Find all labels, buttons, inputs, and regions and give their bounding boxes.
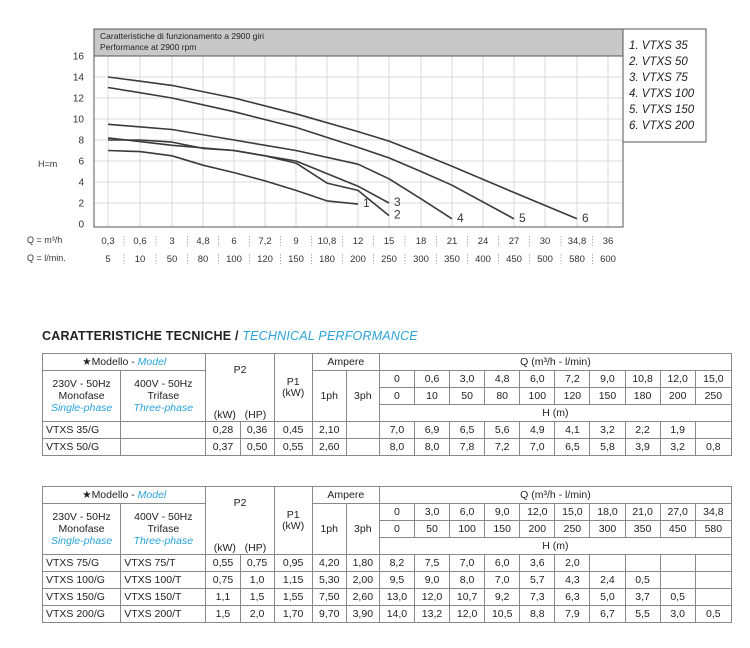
x-tick-label-m3h: 4,8 — [196, 236, 210, 247]
p2-header: P2 — [206, 487, 274, 521]
p2-kw-cell: 0,28 — [206, 422, 240, 439]
q-lmin-cell: 100 — [520, 388, 555, 405]
q-m3h-cell: 15,0 — [695, 371, 731, 388]
p2-hp-cell: 1,5 — [240, 589, 274, 606]
head-cell: 7,8 — [450, 439, 485, 456]
x-tick-label-lmin: 580 — [569, 254, 585, 265]
ampere-3ph-cell — [346, 439, 379, 456]
head-cell: 4,1 — [555, 422, 590, 439]
head-cell: 5,0 — [590, 589, 625, 606]
head-cell: 0,8 — [695, 439, 731, 456]
x-tick-label-lmin: 180 — [319, 254, 335, 265]
x-tick-label-m3h: 9 — [293, 236, 299, 247]
x-tick-label-m3h: 18 — [415, 236, 427, 247]
head-cell: 8,0 — [450, 572, 485, 589]
p2-units — [206, 388, 274, 422]
q-m3h-cell: 0 — [379, 371, 414, 388]
x-tick-label-m3h: 10,8 — [317, 236, 337, 247]
p1-unit: (kW) — [282, 519, 305, 532]
q-m3h-cell: 12,0 — [660, 371, 695, 388]
model-mono-cell: VTXS 200/G — [43, 606, 121, 623]
model-mono-cell: VTXS 100/G — [43, 572, 121, 589]
pump-performance-chart — [0, 0, 750, 300]
mono-voltage: 230V - 50Hz — [52, 378, 111, 390]
ampere-3ph-cell: 3,90 — [346, 606, 379, 623]
model-mono-cell: VTXS 75/G — [43, 555, 121, 572]
x-tick-label-lmin: 400 — [475, 254, 491, 265]
y-axis-label: H=m — [38, 159, 58, 169]
head-cell: 4,3 — [555, 572, 590, 589]
model-label-en: Model — [137, 355, 167, 368]
curve-label: 2 — [394, 207, 401, 222]
q-lmin-cell: 450 — [660, 521, 695, 538]
head-cell: 7,3 — [520, 589, 555, 606]
head-cell: 6,7 — [590, 606, 625, 623]
model-mono-cell: VTXS 35/G — [43, 422, 121, 439]
legend-entry: 6. VTXS 200 — [629, 120, 695, 132]
p2-hp-unit: (HP) — [244, 409, 267, 421]
x-tick-label-m3h: 24 — [477, 236, 489, 247]
x-tick-label-m3h: 7,2 — [258, 236, 272, 247]
q-lmin-cell: 50 — [414, 521, 449, 538]
p2-kw-cell: 1,5 — [206, 606, 240, 623]
tri-header — [121, 504, 206, 555]
q-lmin-cell: 580 — [695, 521, 731, 538]
head-cell: 9,0 — [414, 572, 449, 589]
ampere-3ph-cell: 2,00 — [346, 572, 379, 589]
head-cell: 5,8 — [590, 439, 625, 456]
x-tick-label-lmin: 50 — [166, 254, 178, 265]
ampere-3ph-cell: 1,80 — [346, 555, 379, 572]
ph1-header: 1ph — [312, 504, 346, 555]
single-phase-label: Single-phase — [50, 535, 113, 547]
model-tri-cell — [121, 439, 206, 456]
mono-voltage: 230V - 50Hz — [52, 511, 111, 523]
q-m3h-cell: 27,0 — [660, 504, 695, 521]
x-tick-label-m3h: 15 — [383, 236, 395, 247]
x-tick-label-lmin: 150 — [288, 254, 304, 265]
legend-entry: 3. VTXS 75 — [629, 72, 688, 84]
technical-performance-heading — [42, 329, 418, 343]
ampere-1ph-cell: 9,70 — [312, 606, 346, 623]
three-phase-label: Three-phase — [133, 535, 194, 547]
ampere-1ph-cell: 2,60 — [312, 439, 346, 456]
table-row — [43, 555, 732, 572]
mono-header — [43, 504, 121, 555]
x-tick-label-m3h: 12 — [352, 236, 364, 247]
p2-units — [206, 521, 274, 555]
p1-cell: 0,95 — [274, 555, 312, 572]
head-cell: 3,2 — [590, 422, 625, 439]
head-cell: 8,2 — [379, 555, 414, 572]
tri-header — [121, 371, 206, 422]
x-tick-label-m3h: 36 — [602, 236, 614, 247]
q-m3h-cell: 10,8 — [625, 371, 660, 388]
model-label-en: Model — [137, 488, 167, 501]
mono-header — [43, 371, 121, 422]
head-cell: 1,9 — [660, 422, 695, 439]
tri-label: Trifase — [147, 390, 180, 402]
x-tick-label-lmin: 80 — [197, 254, 209, 265]
p2-header: P2 — [206, 354, 274, 388]
head-cell: 13,0 — [379, 589, 414, 606]
head-cell — [660, 555, 695, 572]
x-tick-label-lmin: 500 — [537, 254, 553, 265]
head-cell: 3,2 — [660, 439, 695, 456]
head-cell: 6,9 — [414, 422, 449, 439]
q-m3h-cell: 7,2 — [555, 371, 590, 388]
p1-cell: 0,55 — [274, 439, 312, 456]
legend-entry: 4. VTXS 100 — [629, 88, 695, 100]
ampere-3ph-cell: 2,60 — [346, 589, 379, 606]
y-tick-label: 2 — [78, 198, 84, 210]
model-mono-cell: VTXS 150/G — [43, 589, 121, 606]
head-cell: 9,5 — [379, 572, 414, 589]
model-tri-cell: VTXS 150/T — [121, 589, 206, 606]
x-tick-label-m3h: 3 — [169, 236, 175, 247]
p2-kw-unit: (kW) — [213, 409, 236, 421]
head-cell: 7,2 — [485, 439, 520, 456]
q-lmin-cell: 10 — [414, 388, 449, 405]
legend-entry: 5. VTXS 150 — [629, 104, 695, 116]
y-tick-label: 8 — [78, 135, 84, 147]
q-lmin-cell: 0 — [379, 388, 414, 405]
q-lmin-cell: 150 — [590, 388, 625, 405]
head-cell: 7,5 — [414, 555, 449, 572]
mono-label: Monofase — [58, 390, 105, 402]
head-cell: 3,0 — [660, 606, 695, 623]
curve-label: 1 — [363, 196, 370, 211]
ampere-1ph-cell: 2,10 — [312, 422, 346, 439]
q-m3h-cell: 34,8 — [695, 504, 731, 521]
p2-kw-cell: 0,37 — [206, 439, 240, 456]
chart-title: Caratteristiche di funzionamento a 2900 giri — [100, 31, 264, 41]
q-m3h-cell: 21,0 — [625, 504, 660, 521]
head-cell: 12,0 — [414, 589, 449, 606]
q-lmin-cell: 50 — [450, 388, 485, 405]
tri-voltage: 400V - 50Hz — [134, 511, 193, 523]
model-tri-cell: VTXS 100/T — [121, 572, 206, 589]
ph3-header: 3ph — [346, 504, 379, 555]
curve-label: 5 — [519, 210, 526, 225]
p2-hp-cell: 0,50 — [240, 439, 274, 456]
p2-kw-cell: 0,55 — [206, 555, 240, 572]
head-cell: 5,6 — [485, 422, 520, 439]
x-axis — [101, 236, 616, 265]
spec-table-three-phase — [42, 486, 732, 623]
head-cell: 2,0 — [555, 555, 590, 572]
table-row — [43, 439, 732, 456]
head-cell: 2,2 — [625, 422, 660, 439]
head-cell: 5,5 — [625, 606, 660, 623]
table-row — [43, 572, 732, 589]
y-tick-label: 12 — [72, 93, 84, 105]
h-header: H (m) — [379, 405, 731, 422]
plot-background — [94, 56, 623, 227]
x-tick-label-lmin: 450 — [506, 254, 522, 265]
model-label: Modello - — [91, 355, 138, 368]
head-cell — [660, 572, 695, 589]
q-header: Q (m³/h - l/min) — [379, 354, 731, 371]
table-row — [43, 589, 732, 606]
q-lmin-cell: 200 — [520, 521, 555, 538]
head-cell: 6,0 — [485, 555, 520, 572]
q-m3h-cell: 9,0 — [590, 371, 625, 388]
head-cell: 9,2 — [485, 589, 520, 606]
ampere-1ph-cell: 4,20 — [312, 555, 346, 572]
q-m3h-cell: 15,0 — [555, 504, 590, 521]
model-header — [43, 487, 206, 504]
head-cell: 10,7 — [450, 589, 485, 606]
head-cell: 0,5 — [695, 606, 731, 623]
p2-hp-cell: 2,0 — [240, 606, 274, 623]
curve-label: 6 — [582, 210, 589, 225]
p1-cell: 1,55 — [274, 589, 312, 606]
head-cell: 7,0 — [379, 422, 414, 439]
p2-hp-cell: 0,75 — [240, 555, 274, 572]
y-tick-label: 0 — [78, 219, 84, 231]
head-cell: 3,7 — [625, 589, 660, 606]
head-cell: 2,4 — [590, 572, 625, 589]
head-cell — [695, 589, 731, 606]
head-cell: 8,8 — [520, 606, 555, 623]
q-m3h-cell: 9,0 — [485, 504, 520, 521]
x-tick-label-m3h: 21 — [446, 236, 458, 247]
q-m3h-cell: 3,0 — [450, 371, 485, 388]
x-tick-label-lmin: 250 — [381, 254, 397, 265]
technical-heading-en: TECHNICAL PERFORMANCE — [242, 329, 418, 343]
p2-hp-unit: (HP) — [244, 542, 267, 554]
q-m3h-cell: 3,0 — [414, 504, 449, 521]
p1-unit: (kW) — [282, 386, 305, 399]
curve-label: 4 — [457, 210, 464, 225]
p1-cell: 0,45 — [274, 422, 312, 439]
head-cell: 8,0 — [379, 439, 414, 456]
q-lmin-cell: 350 — [625, 521, 660, 538]
model-tri-cell: VTXS 75/T — [121, 555, 206, 572]
head-cell: 6,3 — [555, 589, 590, 606]
p2-kw-cell: 0,75 — [206, 572, 240, 589]
head-cell: 5,7 — [520, 572, 555, 589]
p1-header — [274, 354, 312, 422]
q-m3h-cell: 0 — [379, 504, 414, 521]
head-cell: 7,0 — [450, 555, 485, 572]
y-tick-label: 4 — [78, 177, 84, 189]
x-tick-label-lmin: 200 — [350, 254, 366, 265]
head-cell: 7,9 — [555, 606, 590, 623]
technical-heading-it: CARATTERISTICHE TECNICHE / — [42, 329, 243, 343]
q-lmin-cell: 150 — [485, 521, 520, 538]
p1-cell: 1,15 — [274, 572, 312, 589]
x-axis-label-m3h: Q = m³/h — [27, 235, 63, 245]
x-tick-label-lmin: 10 — [134, 254, 146, 265]
star-icon: ★ — [82, 355, 92, 368]
x-tick-label-lmin: 350 — [444, 254, 460, 265]
ampere-header: Ampere — [312, 354, 379, 371]
x-tick-label-lmin: 300 — [413, 254, 429, 265]
legend-entry: 2. VTXS 50 — [629, 56, 688, 68]
q-lmin-cell: 120 — [555, 388, 590, 405]
p2-kw-unit: (kW) — [213, 542, 236, 554]
head-cell: 6,5 — [555, 439, 590, 456]
p1-label: P1 — [286, 508, 300, 521]
head-cell: 6,5 — [450, 422, 485, 439]
ampere-header: Ampere — [312, 487, 379, 504]
model-label: Modello - — [91, 488, 138, 501]
tri-label: Trifase — [147, 523, 180, 535]
p2-hp-cell: 0,36 — [240, 422, 274, 439]
head-cell: 0,5 — [660, 589, 695, 606]
x-tick-label-m3h: 34,8 — [567, 236, 587, 247]
head-cell: 3,6 — [520, 555, 555, 572]
q-lmin-cell: 180 — [625, 388, 660, 405]
head-cell: 10,5 — [485, 606, 520, 623]
chart-subtitle: Performance at 2900 rpm — [100, 42, 197, 52]
table-row — [43, 606, 732, 623]
q-lmin-cell: 250 — [555, 521, 590, 538]
x-tick-label-m3h: 6 — [231, 236, 237, 247]
x-tick-label-m3h: 0,3 — [101, 236, 115, 247]
x-tick-label-m3h: 27 — [508, 236, 520, 247]
x-tick-label-m3h: 0,6 — [133, 236, 147, 247]
y-tick-label: 10 — [72, 114, 84, 126]
p1-header — [274, 487, 312, 555]
y-tick-label: 16 — [72, 51, 84, 63]
head-cell: 4,9 — [520, 422, 555, 439]
legend-entry: 1. VTXS 35 — [629, 40, 688, 52]
q-m3h-cell: 12,0 — [520, 504, 555, 521]
model-tri-cell — [121, 422, 206, 439]
x-axis-label-lmin: Q = l/min. — [27, 253, 66, 263]
head-cell: 7,0 — [520, 439, 555, 456]
ampere-1ph-cell: 7,50 — [312, 589, 346, 606]
head-cell — [695, 422, 731, 439]
head-cell — [590, 555, 625, 572]
single-phase-label: Single-phase — [50, 402, 113, 414]
y-tick-label: 14 — [72, 72, 84, 84]
star-icon: ★ — [82, 488, 92, 501]
x-tick-label-lmin: 100 — [226, 254, 242, 265]
h-header: H (m) — [379, 538, 731, 555]
ph3-header: 3ph — [346, 371, 379, 422]
q-m3h-cell: 4,8 — [485, 371, 520, 388]
q-m3h-cell: 18,0 — [590, 504, 625, 521]
p1-label: P1 — [286, 375, 300, 388]
x-tick-label-lmin: 120 — [257, 254, 273, 265]
head-cell — [695, 555, 731, 572]
three-phase-label: Three-phase — [133, 402, 194, 414]
p2-hp-cell: 1,0 — [240, 572, 274, 589]
head-cell: 13,2 — [414, 606, 449, 623]
q-header: Q (m³/h - l/min) — [379, 487, 731, 504]
p2-kw-cell: 1,1 — [206, 589, 240, 606]
head-cell: 3,9 — [625, 439, 660, 456]
model-mono-cell: VTXS 50/G — [43, 439, 121, 456]
q-lmin-cell: 300 — [590, 521, 625, 538]
q-lmin-cell: 0 — [379, 521, 414, 538]
head-cell: 0,5 — [625, 572, 660, 589]
q-lmin-cell: 250 — [695, 388, 731, 405]
x-tick-label-lmin: 5 — [105, 254, 111, 265]
curve-label: 3 — [394, 195, 401, 209]
head-cell: 7,0 — [485, 572, 520, 589]
ampere-3ph-cell — [346, 422, 379, 439]
q-lmin-cell: 200 — [660, 388, 695, 405]
y-tick-label: 6 — [78, 156, 84, 168]
x-tick-label-lmin: 600 — [600, 254, 616, 265]
head-cell: 14,0 — [379, 606, 414, 623]
q-m3h-cell: 0,6 — [414, 371, 449, 388]
model-header — [43, 354, 206, 371]
head-cell: 12,0 — [450, 606, 485, 623]
mono-label: Monofase — [58, 523, 105, 535]
head-cell: 8,0 — [414, 439, 449, 456]
model-tri-cell: VTXS 200/T — [121, 606, 206, 623]
table-row — [43, 422, 732, 439]
ampere-1ph-cell: 5,30 — [312, 572, 346, 589]
tri-voltage: 400V - 50Hz — [134, 378, 193, 390]
spec-table-single-phase — [42, 353, 732, 456]
x-tick-label-m3h: 30 — [539, 236, 551, 247]
head-cell — [695, 572, 731, 589]
p1-cell: 1,70 — [274, 606, 312, 623]
q-lmin-cell: 80 — [485, 388, 520, 405]
q-m3h-cell: 6,0 — [520, 371, 555, 388]
q-lmin-cell: 100 — [450, 521, 485, 538]
y-axis — [73, 52, 85, 231]
q-m3h-cell: 6,0 — [450, 504, 485, 521]
ph1-header: 1ph — [312, 371, 346, 422]
head-cell — [625, 555, 660, 572]
